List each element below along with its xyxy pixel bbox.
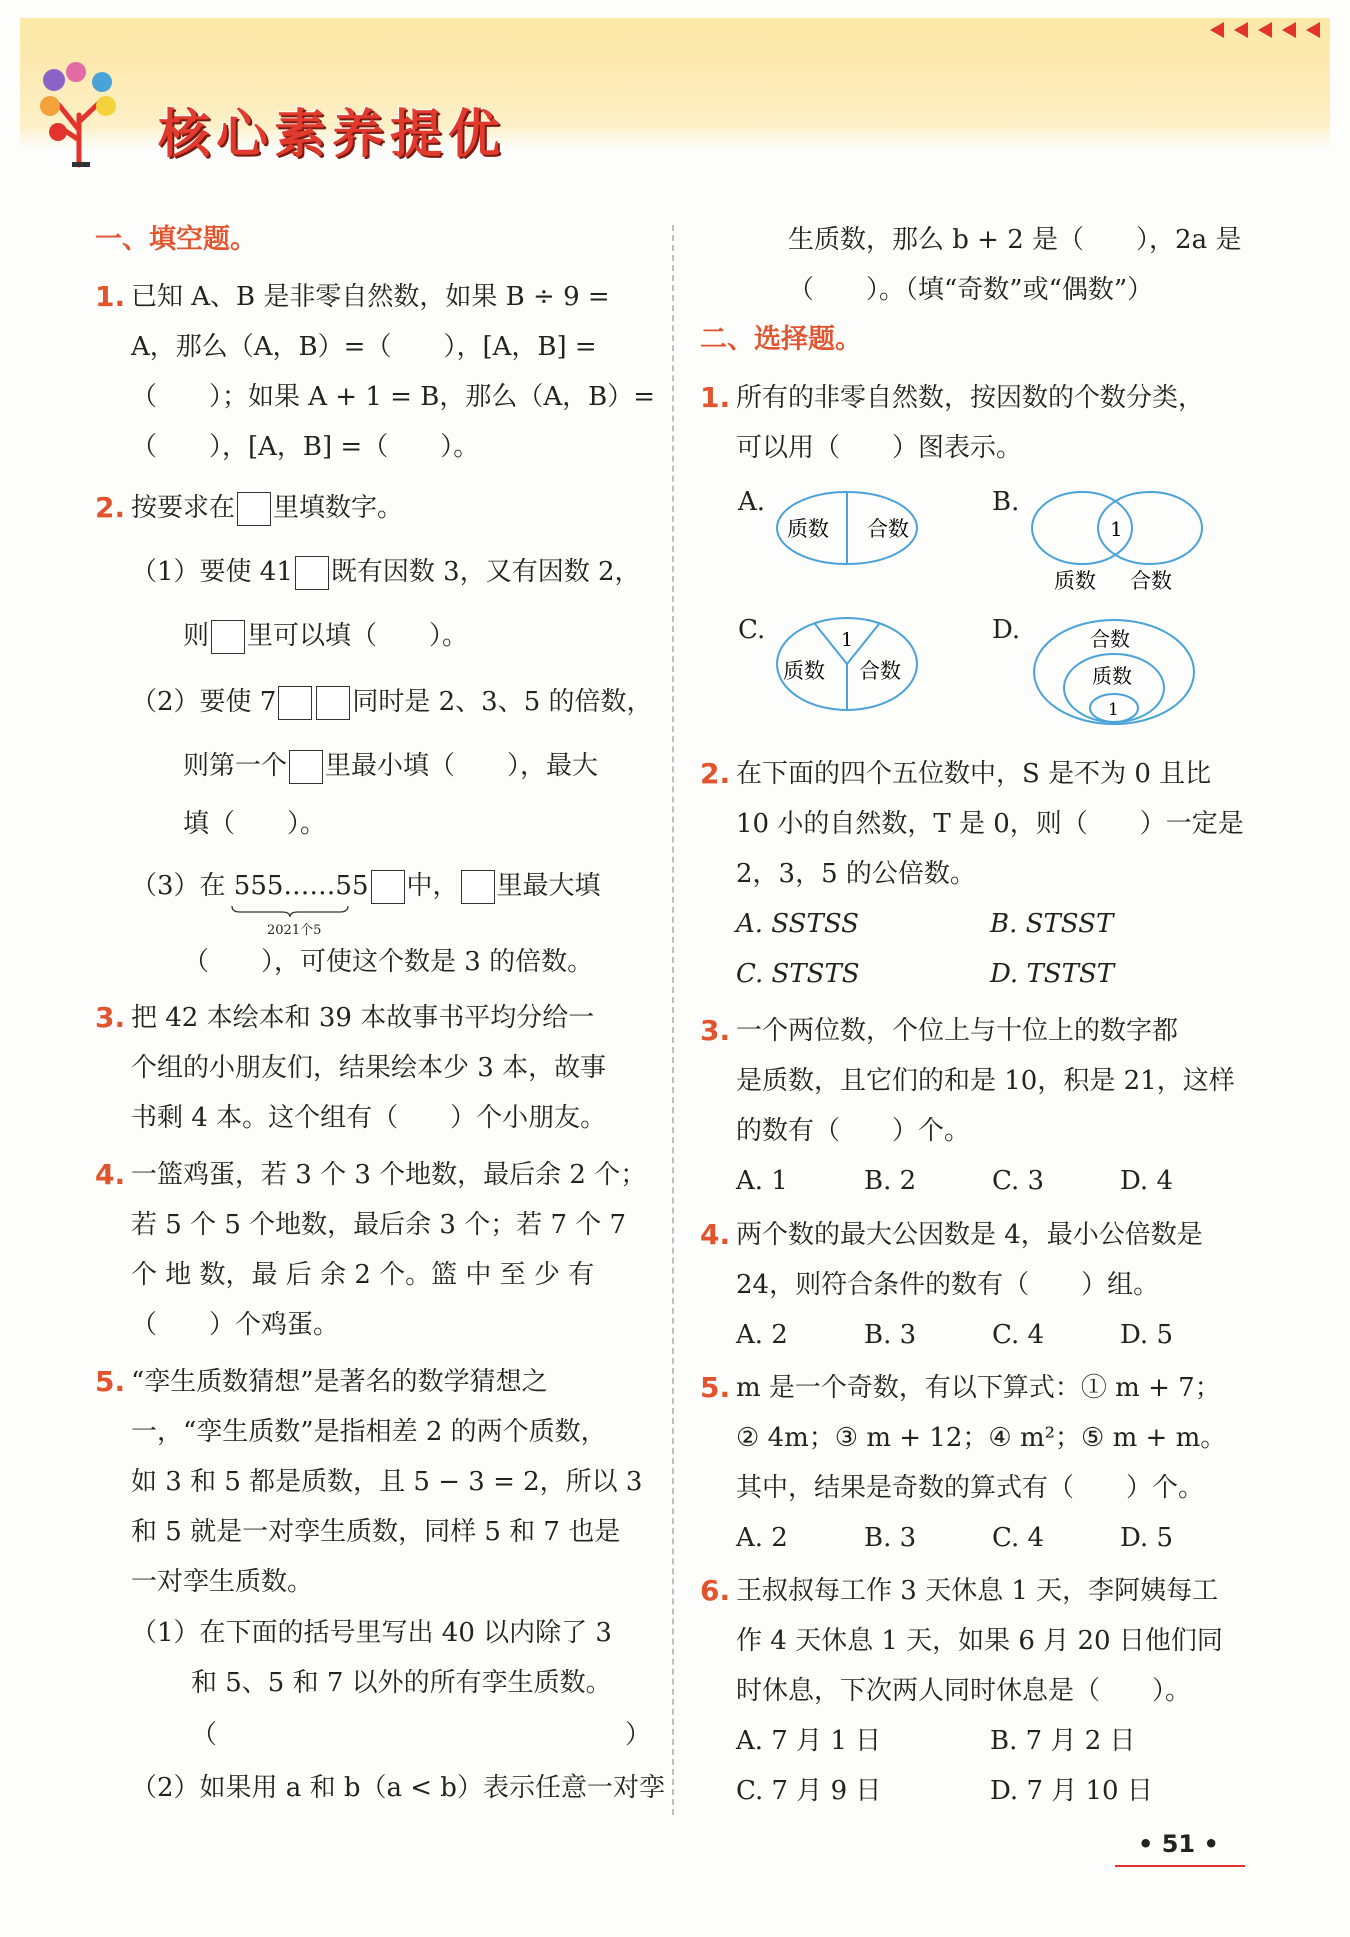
c2-option-d[interactable]: D. TSTST [990, 959, 1115, 989]
c4-line2: 24，则符合条件的数有（ ）组。 [736, 1270, 1160, 1300]
c5-option-b[interactable]: B. 3 [864, 1523, 917, 1553]
q5-answer-close: ） [625, 1720, 652, 1750]
c1-diagram-d [1030, 616, 1200, 726]
prime-label: 质数 [1054, 569, 1096, 593]
answer-box[interactable] [316, 686, 350, 720]
q4-line2: 若 5 个 5 个地数，最后余 3 个；若 7 个 7 [131, 1210, 627, 1240]
c2-option-b[interactable]: B. STSST [990, 909, 1114, 939]
q2-sub1-line1: （1）要使 41 既有因数 3，又有因数 2， [131, 554, 641, 590]
c1-option-c-label[interactable]: C. [738, 615, 766, 645]
c3-option-d[interactable]: D. 4 [1120, 1166, 1173, 1196]
arrow-decoration-icon [1204, 22, 1320, 38]
c5-option-a[interactable]: A. 2 [736, 1523, 788, 1553]
c6-option-a[interactable]: A. 7 月 1 日 [736, 1726, 882, 1756]
q2-sub3-line2: （ ），可使这个数是 3 的倍数。 [183, 947, 594, 977]
section-heading-fill-blank: 一、填空题。 [95, 224, 257, 255]
c2-option-a[interactable]: A. SSTSS [736, 909, 859, 939]
composite-label: 合数 [1090, 627, 1130, 651]
answer-box[interactable] [278, 686, 312, 720]
answer-box[interactable] [371, 870, 405, 904]
c1-diagram-a [775, 490, 925, 570]
c2-number: 2. [700, 757, 731, 790]
c3-line3: 的数有（ ）个。 [736, 1116, 971, 1146]
q5-sub1-line2: 和 5、5 和 7 以外的所有孪生质数。 [191, 1668, 612, 1698]
composite-label: 合数 [1130, 569, 1172, 593]
c4-option-d[interactable]: D. 5 [1120, 1320, 1173, 1350]
c1-diagram-c [775, 616, 925, 716]
q2-line1: 按要求在 里填数字。 [131, 490, 403, 526]
c3-option-b[interactable]: B. 2 [864, 1166, 917, 1196]
c6-number: 6. [700, 1574, 731, 1607]
c1-diagram-b [1030, 488, 1210, 598]
page-number: • 51 • [1138, 1830, 1219, 1858]
c6-line3: 时休息，下次两人同时休息是（ ）。 [736, 1676, 1192, 1706]
c4-option-a[interactable]: A. 2 [736, 1320, 788, 1350]
c5-option-c[interactable]: C. 4 [992, 1523, 1045, 1553]
q4-line4: （ ）个鸡蛋。 [131, 1310, 340, 1340]
q1-line4: （ ），[A，B] =（ ）。 [131, 432, 480, 462]
underbrace-label: 2021个5 [267, 923, 322, 938]
c2-option-c[interactable]: C. STSTS [736, 959, 860, 989]
one-label: 1 [1110, 517, 1123, 541]
c4-option-b[interactable]: B. 3 [864, 1320, 917, 1350]
q1-line1: 已知 A、B 是非零自然数，如果 B ÷ 9 = [131, 282, 610, 312]
c1-option-a-label[interactable]: A. [738, 487, 766, 517]
q2-sub1-line2: 则 里可以填（ ）。 [183, 618, 468, 654]
answer-box[interactable] [461, 870, 495, 904]
column-divider [672, 225, 674, 1815]
q3-number: 3. [95, 1001, 126, 1034]
answer-box[interactable] [289, 750, 323, 784]
q4-line1: 一篮鸡蛋，若 3 个 3 个地数，最后余 2 个； [131, 1160, 647, 1190]
c2-line3: 2，3，5 的公倍数。 [736, 859, 976, 889]
c5-option-d[interactable]: D. 5 [1120, 1523, 1173, 1553]
q2-sub3-line1: （3）在 555……55 中， 里最大填 [131, 868, 601, 904]
q5-cont-line1: 生质数，那么 b + 2 是（ ），2a 是 [788, 225, 1242, 255]
q3-line3: 书剩 4 本。这个组有（ ）个小朋友。 [131, 1103, 607, 1133]
c6-option-b[interactable]: B. 7 月 2 日 [990, 1726, 1136, 1756]
q5-sub2-line1: （2）如果用 a 和 b（a < b）表示任意一对孪 [131, 1773, 665, 1803]
c5-number: 5. [700, 1371, 731, 1404]
c3-number: 3. [700, 1014, 731, 1047]
q5-number: 5. [95, 1365, 126, 1398]
q3-line1: 把 42 本绘本和 39 本故事书平均分给一 [131, 1003, 595, 1033]
underbrace-icon [230, 904, 350, 918]
c4-number: 4. [700, 1218, 731, 1251]
q2-number: 2. [95, 491, 126, 524]
prime-label: 质数 [783, 659, 825, 683]
composite-label: 合数 [867, 517, 909, 541]
c5-line1: m 是一个奇数，有以下算式：① m + 7； [736, 1373, 1221, 1403]
c1-option-d-label[interactable]: D. [992, 615, 1021, 645]
q5-sub1-line1: （1）在下面的括号里写出 40 以内除了 3 [131, 1618, 612, 1648]
prime-label: 质数 [1092, 664, 1132, 688]
q5-line2: 一，“孪生质数”是指相差 2 的两个质数， [131, 1417, 607, 1447]
q5-answer-open: （ [191, 1720, 218, 1750]
q5-line3: 如 3 和 5 都是质数，且 5 − 3 = 2，所以 3 [131, 1467, 643, 1497]
q1-line3: （ ）；如果 A + 1 = B，那么（A，B）= [131, 382, 655, 412]
c5-line3: 其中，结果是奇数的算式有（ ）个。 [736, 1473, 1205, 1503]
answer-box[interactable] [237, 492, 271, 526]
c3-line2: 是质数，且它们的和是 10，积是 21，这样 [736, 1066, 1235, 1096]
c3-line1: 一个两位数，个位上与十位上的数字都 [736, 1016, 1179, 1046]
c2-line2: 10 小的自然数，T 是 0，则（ ）一定是 [736, 809, 1244, 839]
c1-line2: 可以用（ ）图表示。 [736, 433, 1023, 463]
c3-option-c[interactable]: C. 3 [992, 1166, 1045, 1196]
one-label: 1 [841, 629, 854, 651]
q5-line1: “孪生质数猜想”是著名的数学猜想之 [131, 1367, 548, 1397]
c1-option-b-label[interactable]: B. [992, 487, 1020, 517]
page-number-underline [1115, 1865, 1245, 1867]
c6-option-d[interactable]: D. 7 月 10 日 [990, 1776, 1153, 1806]
c4-line1: 两个数的最大公因数是 4，最小公倍数是 [736, 1220, 1203, 1250]
c6-line2: 作 4 天休息 1 天，如果 6 月 20 日他们同 [736, 1626, 1223, 1656]
q2-sub2-line2: 则第一个 里最小填（ ），最大 [183, 748, 598, 784]
q4-number: 4. [95, 1158, 126, 1191]
q1-line2: A，那么（A，B）=（ ），[A，B] = [131, 332, 597, 362]
c6-option-c[interactable]: C. 7 月 9 日 [736, 1776, 882, 1806]
c6-line1: 王叔叔每工作 3 天休息 1 天，李阿姨每工 [736, 1576, 1219, 1606]
answer-box[interactable] [211, 620, 245, 654]
c1-line1: 所有的非零自然数，按因数的个数分类， [736, 383, 1205, 413]
answer-box[interactable] [295, 556, 329, 590]
c5-line2: ② 4m；③ m + 12；④ m²；⑤ m + m。 [736, 1423, 1227, 1453]
q1-number: 1. [95, 280, 126, 313]
q3-line2: 个组的小朋友们，结果绘本少 3 本，故事 [131, 1053, 607, 1083]
tree-logo-icon [34, 60, 124, 170]
q5-line4: 和 5 就是一对孪生质数，同样 5 和 7 也是 [131, 1517, 621, 1547]
c3-option-a[interactable]: A. 1 [736, 1166, 788, 1196]
q5-cont-line2: （ ）。（填“奇数”或“偶数”） [788, 275, 1154, 305]
one-label: 1 [1108, 700, 1119, 720]
q4-line3: 个 地 数，最 后 余 2 个。篮 中 至 少 有 [131, 1260, 595, 1290]
q2-sub2-line1: （2）要使 7 同时是 2、3、5 的倍数， [131, 684, 653, 720]
c1-number: 1. [700, 381, 731, 414]
q5-line5: 一对孪生质数。 [131, 1567, 314, 1597]
page-title: 核心素养提优 [158, 105, 507, 165]
section-heading-choice: 二、选择题。 [700, 324, 862, 355]
c2-line1: 在下面的四个五位数中，S 是不为 0 且比 [736, 759, 1212, 789]
prime-label: 质数 [787, 517, 829, 541]
q2-sub2-line3: 填（ ）。 [183, 809, 327, 839]
c4-option-c[interactable]: C. 4 [992, 1320, 1045, 1350]
composite-label: 合数 [859, 659, 901, 683]
